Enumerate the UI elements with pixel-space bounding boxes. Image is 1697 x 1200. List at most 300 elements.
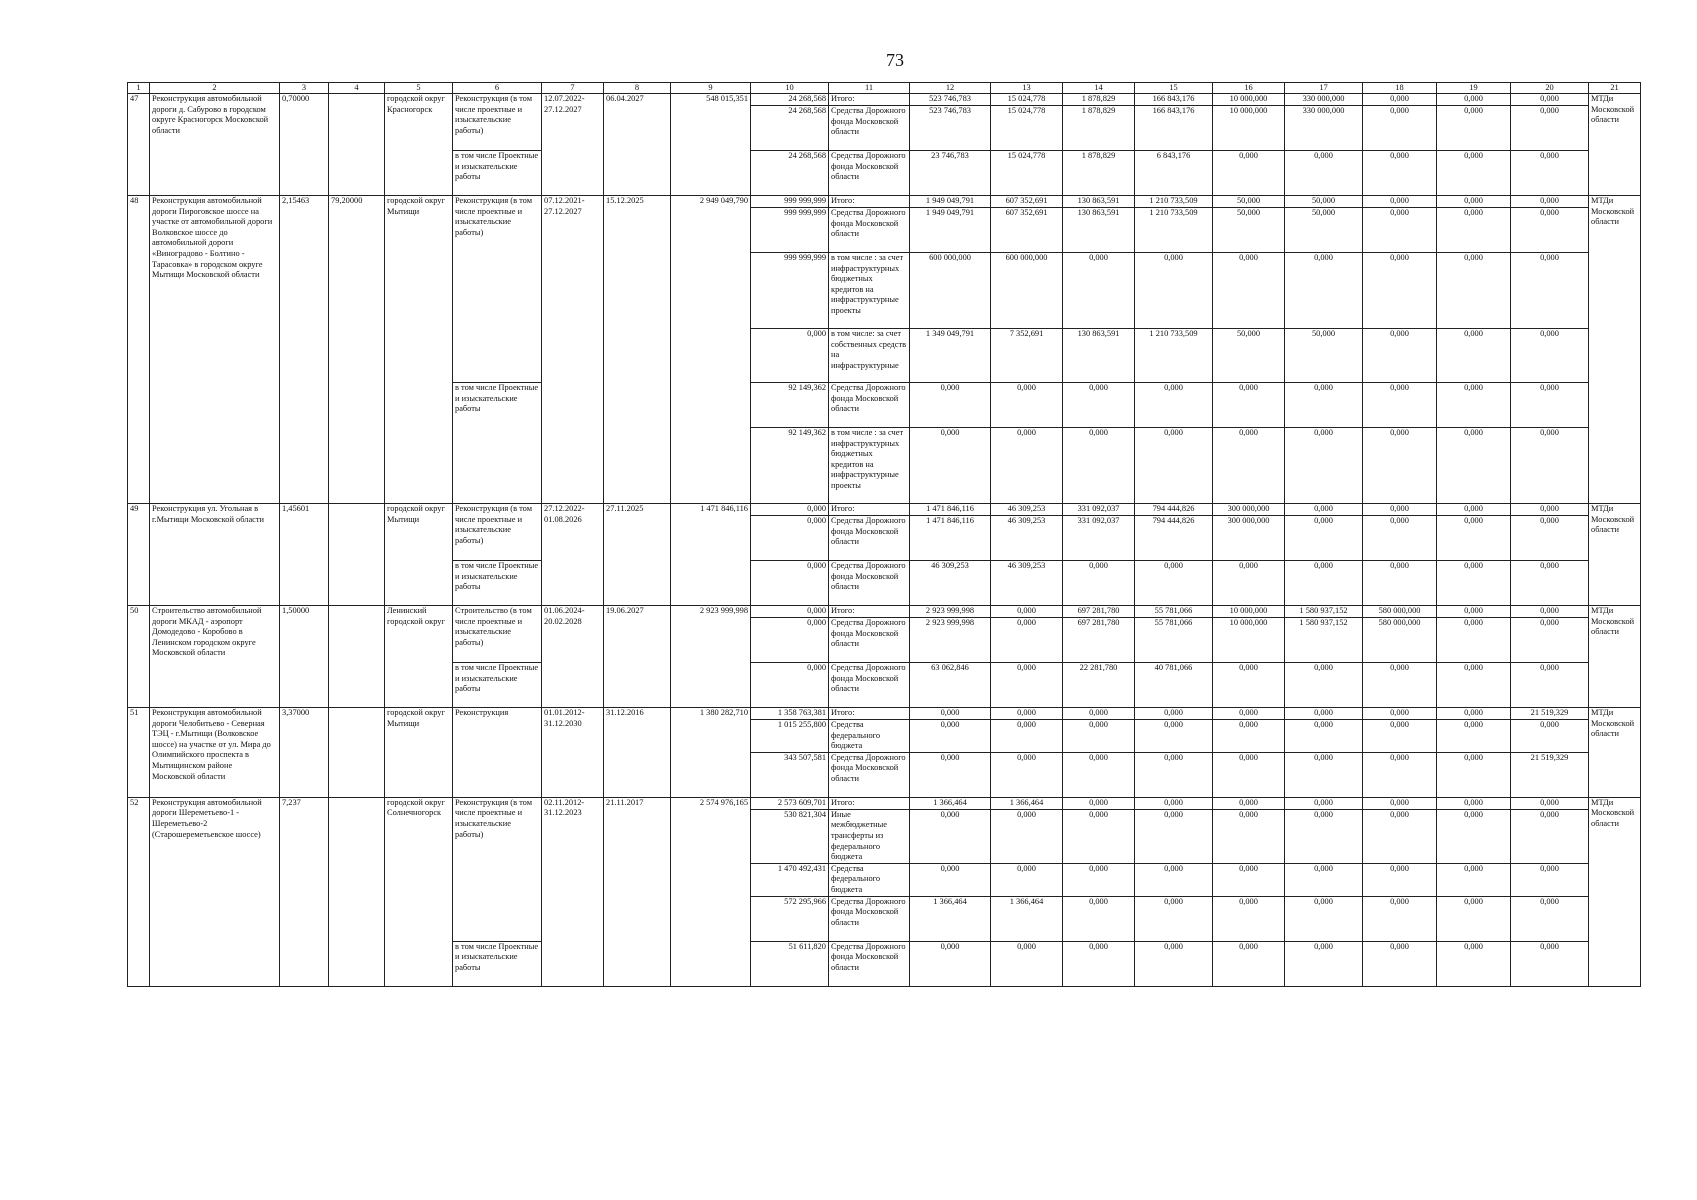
amount-cell: 0,000 <box>1285 561 1363 606</box>
project-period: 01.01.2012-31.12.2030 <box>542 708 604 798</box>
amount-cell: 50,000 <box>1213 196 1285 208</box>
financed-amount: 0,000 <box>751 329 829 383</box>
amount-cell: 0,000 <box>1285 809 1363 863</box>
amount-cell: 0,000 <box>1511 208 1589 253</box>
amount-cell: 0,000 <box>1063 752 1135 797</box>
project-length-2 <box>329 708 385 798</box>
amount-cell: 1 471 846,116 <box>910 516 991 561</box>
table-row <box>128 196 1641 208</box>
amount-cell: 0,000 <box>1213 896 1285 941</box>
project-length: 7,237 <box>280 797 329 986</box>
column-number: 11 <box>829 83 910 94</box>
amount-cell: 1 366,464 <box>910 797 991 809</box>
amount-cell: 15 024,778 <box>991 151 1063 196</box>
project-period: 27.12.2022-01.08.2026 <box>542 504 604 606</box>
amount-cell: 0,000 <box>1213 663 1285 708</box>
amount-cell: 0,000 <box>1135 720 1213 753</box>
funding-source: Итого: <box>829 504 910 516</box>
project-number: 48 <box>128 196 150 504</box>
amount-cell: 0,000 <box>1213 752 1285 797</box>
amount-cell: 331 092,037 <box>1063 504 1135 516</box>
amount-cell: 0,000 <box>1511 896 1589 941</box>
amount-cell: 697 281,780 <box>1063 618 1135 663</box>
work-type: Реконструкция (в том числе проектные и изыскательские работы) <box>453 797 542 941</box>
amount-cell: 0,000 <box>1363 708 1437 720</box>
amount-cell: 0,000 <box>1213 720 1285 753</box>
amount-cell: 0,000 <box>1511 606 1589 618</box>
work-type: в том числе Проектные и изыскательские работы <box>453 663 542 708</box>
amount-cell: 0,000 <box>1437 94 1511 106</box>
funding-source: Средства Дорожного фонда Московской области <box>829 151 910 196</box>
amount-cell: 10 000,000 <box>1213 106 1285 151</box>
amount-cell: 1 349 049,791 <box>910 329 991 383</box>
amount-cell: 0,000 <box>1135 708 1213 720</box>
amount-cell: 523 746,783 <box>910 106 991 151</box>
financed-amount: 2 573 609,701 <box>751 797 829 809</box>
financed-amount: 51 611,820 <box>751 941 829 986</box>
amount-cell: 0,000 <box>1511 797 1589 809</box>
financed-amount: 999 999,999 <box>751 208 829 253</box>
amount-cell: 0,000 <box>1511 663 1589 708</box>
amount-cell: 0,000 <box>1437 720 1511 753</box>
amount-cell: 0,000 <box>1213 428 1285 504</box>
amount-cell: 0,000 <box>1437 106 1511 151</box>
amount-cell: 55 781,066 <box>1135 618 1213 663</box>
amount-cell: 0,000 <box>1063 428 1135 504</box>
project-name: Реконструкция автомобильной дороги Пироговское шоссе на участке от автомобильной дороги Волковское шоссе до автомобильной дороги «Виноградово - Болтино - Тарасовка» в городском округе Мытищи Московской области <box>150 196 280 504</box>
project-number: 52 <box>128 797 150 986</box>
funding-source: Средства Дорожного фонда Московской области <box>829 941 910 986</box>
financed-amount: 0,000 <box>751 561 829 606</box>
column-number: 21 <box>1589 83 1641 94</box>
work-type: Реконструкция <box>453 708 542 798</box>
amount-cell: 0,000 <box>1213 561 1285 606</box>
amount-cell: 0,000 <box>1511 196 1589 208</box>
table-row <box>128 606 1641 618</box>
column-number: 13 <box>991 83 1063 94</box>
amount-cell: 0,000 <box>1437 253 1511 329</box>
amount-cell: 50,000 <box>1285 329 1363 383</box>
amount-cell: 0,000 <box>910 428 991 504</box>
amount-cell: 10 000,000 <box>1213 618 1285 663</box>
amount-cell: 0,000 <box>1437 329 1511 383</box>
amount-cell: 0,000 <box>1135 561 1213 606</box>
work-type: Строительство (в том числе проектные и изыскательские работы) <box>453 606 542 663</box>
project-length-2 <box>329 504 385 606</box>
amount-cell: 1 366,464 <box>991 797 1063 809</box>
project-cost: 2 949 049,790 <box>671 196 751 504</box>
project-cost: 548 015,351 <box>671 94 751 196</box>
amount-cell: 0,000 <box>1511 94 1589 106</box>
amount-cell: 0,000 <box>991 720 1063 753</box>
column-number: 16 <box>1213 83 1285 94</box>
funding-source: в том числе : за счет инфраструктурных бюджетных кредитов на инфраструктурные проекты <box>829 253 910 329</box>
amount-cell: 0,000 <box>910 863 991 896</box>
amount-cell: 0,000 <box>1135 253 1213 329</box>
amount-cell: 0,000 <box>1135 752 1213 797</box>
amount-cell: 0,000 <box>1213 863 1285 896</box>
amount-cell: 130 863,591 <box>1063 208 1135 253</box>
page-number: 73 <box>886 50 904 70</box>
financed-amount: 343 507,581 <box>751 752 829 797</box>
financed-amount: 572 295,966 <box>751 896 829 941</box>
amount-cell: 50,000 <box>1213 208 1285 253</box>
project-name: Реконструкция автомобильной дороги Шереметьево-1 - Шереметьево-2 (Старошереметьевское шоссе) <box>150 797 280 986</box>
project-period: 02.11.2012-31.12.2023 <box>542 797 604 986</box>
financed-amount: 0,000 <box>751 504 829 516</box>
amount-cell: 0,000 <box>1063 561 1135 606</box>
amount-cell: 1 366,464 <box>910 896 991 941</box>
column-number: 10 <box>751 83 829 94</box>
column-number: 14 <box>1063 83 1135 94</box>
responsible-body: МТДи Московской области <box>1589 708 1641 798</box>
project-length: 1,45601 <box>280 504 329 606</box>
amount-cell: 0,000 <box>1285 752 1363 797</box>
funding-source: Средства Дорожного фонда Московской области <box>829 383 910 428</box>
work-type: Реконструкция (в том числе проектные и изыскательские работы) <box>453 504 542 561</box>
amount-cell: 0,000 <box>1437 561 1511 606</box>
work-type: в том числе Проектные и изыскательские работы <box>453 383 542 504</box>
amount-cell: 0,000 <box>1135 428 1213 504</box>
amount-cell: 1 949 049,791 <box>910 196 991 208</box>
amount-cell: 0,000 <box>991 863 1063 896</box>
financed-amount: 92 149,362 <box>751 383 829 428</box>
amount-cell: 0,000 <box>1285 428 1363 504</box>
funding-source: Средства Дорожного фонда Московской области <box>829 561 910 606</box>
amount-cell: 0,000 <box>1285 663 1363 708</box>
funding-source: Средства Дорожного фонда Московской области <box>829 516 910 561</box>
amount-cell: 0,000 <box>1437 708 1511 720</box>
amount-cell: 166 843,176 <box>1135 94 1213 106</box>
financed-amount: 24 268,568 <box>751 106 829 151</box>
column-number: 5 <box>385 83 453 94</box>
column-number: 19 <box>1437 83 1511 94</box>
project-period: 07.12.2021-27.12.2027 <box>542 196 604 504</box>
project-period: 01.06.2024-20.02.2028 <box>542 606 604 708</box>
amount-cell: 0,000 <box>1511 720 1589 753</box>
amount-cell: 0,000 <box>1363 329 1437 383</box>
amount-cell: 0,000 <box>910 809 991 863</box>
column-number: 8 <box>604 83 671 94</box>
amount-cell: 0,000 <box>1363 663 1437 708</box>
financed-amount: 1 358 763,381 <box>751 708 829 720</box>
project-length-2 <box>329 606 385 708</box>
amount-cell: 63 062,846 <box>910 663 991 708</box>
amount-cell: 697 281,780 <box>1063 606 1135 618</box>
amount-cell: 1 580 937,152 <box>1285 606 1363 618</box>
amount-cell: 0,000 <box>1213 383 1285 428</box>
amount-cell: 0,000 <box>1437 516 1511 561</box>
amount-cell: 300 000,000 <box>1213 504 1285 516</box>
amount-cell: 0,000 <box>1363 428 1437 504</box>
funding-source: Средства Дорожного фонда Московской области <box>829 752 910 797</box>
amount-cell: 330 000,000 <box>1285 106 1363 151</box>
amount-cell: 1 471 846,116 <box>910 504 991 516</box>
amount-cell: 46 309,253 <box>991 561 1063 606</box>
funding-source: Итого: <box>829 196 910 208</box>
amount-cell: 523 746,783 <box>910 94 991 106</box>
amount-cell: 0,000 <box>1511 383 1589 428</box>
amount-cell: 0,000 <box>910 708 991 720</box>
financed-amount: 24 268,568 <box>751 151 829 196</box>
amount-cell: 0,000 <box>991 708 1063 720</box>
amount-cell: 0,000 <box>1511 329 1589 383</box>
amount-cell: 0,000 <box>1285 516 1363 561</box>
table-row <box>128 708 1641 720</box>
amount-cell: 0,000 <box>1437 383 1511 428</box>
financed-amount: 1 470 492,431 <box>751 863 829 896</box>
amount-cell: 0,000 <box>1285 504 1363 516</box>
amount-cell: 600 000,000 <box>991 253 1063 329</box>
amount-cell: 580 000,000 <box>1363 606 1437 618</box>
amount-cell: 0,000 <box>1363 253 1437 329</box>
funding-source: Итого: <box>829 94 910 106</box>
funding-source: Средства Дорожного фонда Московской области <box>829 106 910 151</box>
amount-cell: 2 923 999,998 <box>910 606 991 618</box>
table-row <box>128 797 1641 809</box>
amount-cell: 0,000 <box>1511 253 1589 329</box>
amount-cell: 0,000 <box>910 383 991 428</box>
funding-source: Средства федерального бюджета <box>829 720 910 753</box>
project-length-2 <box>329 797 385 986</box>
amount-cell: 6 843,176 <box>1135 151 1213 196</box>
project-date: 19.06.2027 <box>604 606 671 708</box>
amount-cell: 0,000 <box>991 428 1063 504</box>
responsible-body: МТДи Московской области <box>1589 94 1641 196</box>
amount-cell: 0,000 <box>1285 383 1363 428</box>
amount-cell: 0,000 <box>910 941 991 986</box>
amount-cell: 0,000 <box>1363 504 1437 516</box>
table-row <box>128 94 1641 106</box>
column-number: 15 <box>1135 83 1213 94</box>
amount-cell: 2 923 999,998 <box>910 618 991 663</box>
amount-cell: 0,000 <box>1363 196 1437 208</box>
amount-cell: 0,000 <box>1213 941 1285 986</box>
amount-cell: 0,000 <box>1511 151 1589 196</box>
amount-cell: 0,000 <box>1135 797 1213 809</box>
amount-cell: 0,000 <box>1135 896 1213 941</box>
amount-cell: 0,000 <box>1511 863 1589 896</box>
column-number: 4 <box>329 83 385 94</box>
funding-source: в том числе: за счет собственных средств на инфраструктурные <box>829 329 910 383</box>
amount-cell: 0,000 <box>1063 253 1135 329</box>
project-cost: 1 471 846,116 <box>671 504 751 606</box>
project-period: 12.07.2022-27.12.2027 <box>542 94 604 196</box>
financed-amount: 0,000 <box>751 606 829 618</box>
column-number: 2 <box>150 83 280 94</box>
project-length: 3,37000 <box>280 708 329 798</box>
amount-cell: 0,000 <box>1063 708 1135 720</box>
amount-cell: 0,000 <box>991 752 1063 797</box>
project-cost: 1 380 282,710 <box>671 708 751 798</box>
funding-source: Средства Дорожного фонда Московской области <box>829 896 910 941</box>
amount-cell: 0,000 <box>1363 941 1437 986</box>
financed-amount: 1 015 255,800 <box>751 720 829 753</box>
amount-cell: 1 366,464 <box>991 896 1063 941</box>
amount-cell: 0,000 <box>1135 809 1213 863</box>
amount-cell: 0,000 <box>1063 941 1135 986</box>
amount-cell: 331 092,037 <box>1063 516 1135 561</box>
amount-cell: 1 210 733,509 <box>1135 196 1213 208</box>
amount-cell: 0,000 <box>1363 106 1437 151</box>
amount-cell: 0,000 <box>1437 151 1511 196</box>
amount-cell: 55 781,066 <box>1135 606 1213 618</box>
amount-cell: 0,000 <box>1511 618 1589 663</box>
amount-cell: 0,000 <box>1363 752 1437 797</box>
project-number: 49 <box>128 504 150 606</box>
amount-cell: 0,000 <box>1285 253 1363 329</box>
amount-cell: 0,000 <box>1063 720 1135 753</box>
amount-cell: 0,000 <box>991 809 1063 863</box>
column-number: 1 <box>128 83 150 94</box>
amount-cell: 0,000 <box>1285 151 1363 196</box>
amount-cell: 330 000,000 <box>1285 94 1363 106</box>
project-location: городской округ Мытищи <box>385 708 453 798</box>
amount-cell: 21 519,329 <box>1511 708 1589 720</box>
project-location: городской округ Солнечногорск <box>385 797 453 986</box>
amount-cell: 0,000 <box>1511 504 1589 516</box>
amount-cell: 0,000 <box>1213 809 1285 863</box>
amount-cell: 0,000 <box>1363 383 1437 428</box>
amount-cell: 0,000 <box>1437 504 1511 516</box>
financed-amount: 24 268,568 <box>751 94 829 106</box>
amount-cell: 0,000 <box>1063 797 1135 809</box>
amount-cell: 0,000 <box>1363 863 1437 896</box>
amount-cell: 0,000 <box>1285 708 1363 720</box>
project-length: 2,15463 <box>280 196 329 504</box>
project-length-2: 79,20000 <box>329 196 385 504</box>
amount-cell: 0,000 <box>1285 720 1363 753</box>
work-type: Реконструкция (в том числе проектные и изыскательские работы) <box>453 94 542 151</box>
amount-cell: 0,000 <box>991 618 1063 663</box>
amount-cell: 15 024,778 <box>991 106 1063 151</box>
amount-cell: 0,000 <box>1063 809 1135 863</box>
project-cost: 2 923 999,998 <box>671 606 751 708</box>
amount-cell: 607 352,691 <box>991 208 1063 253</box>
project-location: городской округ Мытищи <box>385 504 453 606</box>
amount-cell: 21 519,329 <box>1511 752 1589 797</box>
amount-cell: 0,000 <box>1437 208 1511 253</box>
amount-cell: 1 878,829 <box>1063 94 1135 106</box>
amount-cell: 0,000 <box>991 606 1063 618</box>
amount-cell: 0,000 <box>1213 708 1285 720</box>
funding-source: Итого: <box>829 797 910 809</box>
project-length-2 <box>329 94 385 196</box>
financed-amount: 92 149,362 <box>751 428 829 504</box>
project-location: городской округ Красногорск <box>385 94 453 196</box>
funding-source: Иные межбюджетные трансферты из федерального бюджета <box>829 809 910 863</box>
amount-cell: 0,000 <box>1511 516 1589 561</box>
amount-cell: 22 281,780 <box>1063 663 1135 708</box>
amount-cell: 15 024,778 <box>991 94 1063 106</box>
responsible-body: МТДи Московской области <box>1589 504 1641 606</box>
amount-cell: 0,000 <box>1511 561 1589 606</box>
project-date: 27.11.2025 <box>604 504 671 606</box>
amount-cell: 0,000 <box>1135 863 1213 896</box>
project-location: городской округ Мытищи <box>385 196 453 504</box>
amount-cell: 46 309,253 <box>910 561 991 606</box>
amount-cell: 0,000 <box>1437 809 1511 863</box>
column-number: 6 <box>453 83 542 94</box>
funding-source: Средства федерального бюджета <box>829 863 910 896</box>
amount-cell: 0,000 <box>1363 208 1437 253</box>
amount-cell: 130 863,591 <box>1063 329 1135 383</box>
work-type: в том числе Проектные и изыскательские работы <box>453 941 542 986</box>
amount-cell: 0,000 <box>1437 196 1511 208</box>
amount-cell: 0,000 <box>1437 896 1511 941</box>
amount-cell: 0,000 <box>1213 151 1285 196</box>
project-cost: 2 574 976,165 <box>671 797 751 986</box>
amount-cell: 0,000 <box>910 752 991 797</box>
amount-cell: 0,000 <box>991 941 1063 986</box>
column-number: 3 <box>280 83 329 94</box>
amount-cell: 0,000 <box>1511 428 1589 504</box>
amount-cell: 0,000 <box>1285 863 1363 896</box>
project-date: 21.11.2017 <box>604 797 671 986</box>
amount-cell: 0,000 <box>1063 896 1135 941</box>
funding-source: Средства Дорожного фонда Московской области <box>829 208 910 253</box>
funding-source: в том числе : за счет инфраструктурных бюджетных кредитов на инфраструктурные проекты <box>829 428 910 504</box>
financed-amount: 530 821,304 <box>751 809 829 863</box>
amount-cell: 0,000 <box>1363 561 1437 606</box>
work-type: в том числе Проектные и изыскательские работы <box>453 151 542 196</box>
work-type: в том числе Проектные и изыскательские работы <box>453 561 542 606</box>
amount-cell: 0,000 <box>1363 797 1437 809</box>
amount-cell: 40 781,066 <box>1135 663 1213 708</box>
amount-cell: 1 210 733,509 <box>1135 329 1213 383</box>
amount-cell: 0,000 <box>1363 94 1437 106</box>
amount-cell: 7 352,691 <box>991 329 1063 383</box>
amount-cell: 23 746,783 <box>910 151 991 196</box>
amount-cell: 130 863,591 <box>1063 196 1135 208</box>
amount-cell: 0,000 <box>1437 797 1511 809</box>
column-number: 17 <box>1285 83 1363 94</box>
amount-cell: 794 444,826 <box>1135 516 1213 561</box>
amount-cell: 10 000,000 <box>1213 94 1285 106</box>
amount-cell: 0,000 <box>1213 253 1285 329</box>
amount-cell: 0,000 <box>991 383 1063 428</box>
project-name: Реконструкция ул. Угольная в г.Мытищи Московской области <box>150 504 280 606</box>
amount-cell: 300 000,000 <box>1213 516 1285 561</box>
project-length: 1,50000 <box>280 606 329 708</box>
amount-cell: 0,000 <box>1285 797 1363 809</box>
amount-cell: 0,000 <box>1437 752 1511 797</box>
project-number: 50 <box>128 606 150 708</box>
amount-cell: 1 210 733,509 <box>1135 208 1213 253</box>
program-table <box>127 82 1641 987</box>
funding-source: Итого: <box>829 606 910 618</box>
amount-cell: 0,000 <box>1063 863 1135 896</box>
amount-cell: 1 580 937,152 <box>1285 618 1363 663</box>
column-number-row <box>128 83 1641 94</box>
amount-cell: 50,000 <box>1285 208 1363 253</box>
amount-cell: 0,000 <box>1437 428 1511 504</box>
amount-cell: 0,000 <box>1511 941 1589 986</box>
responsible-body: МТДи Московской области <box>1589 606 1641 708</box>
project-location: Ленинский городской округ <box>385 606 453 708</box>
amount-cell: 0,000 <box>1363 151 1437 196</box>
amount-cell: 50,000 <box>1213 329 1285 383</box>
amount-cell: 166 843,176 <box>1135 106 1213 151</box>
amount-cell: 50,000 <box>1285 196 1363 208</box>
amount-cell: 0,000 <box>1285 941 1363 986</box>
project-name: Реконструкция автомобильной дороги Челобитьево - Северная ТЭЦ - г.Мытищи (Волковское шоссе) на участке от ул. Мира до Олимпийского проспекта в Мытищинском районе Московской области <box>150 708 280 798</box>
amount-cell: 1 878,829 <box>1063 151 1135 196</box>
column-number: 9 <box>671 83 751 94</box>
amount-cell: 0,000 <box>1363 896 1437 941</box>
table-row <box>128 504 1641 516</box>
amount-cell: 0,000 <box>1213 797 1285 809</box>
